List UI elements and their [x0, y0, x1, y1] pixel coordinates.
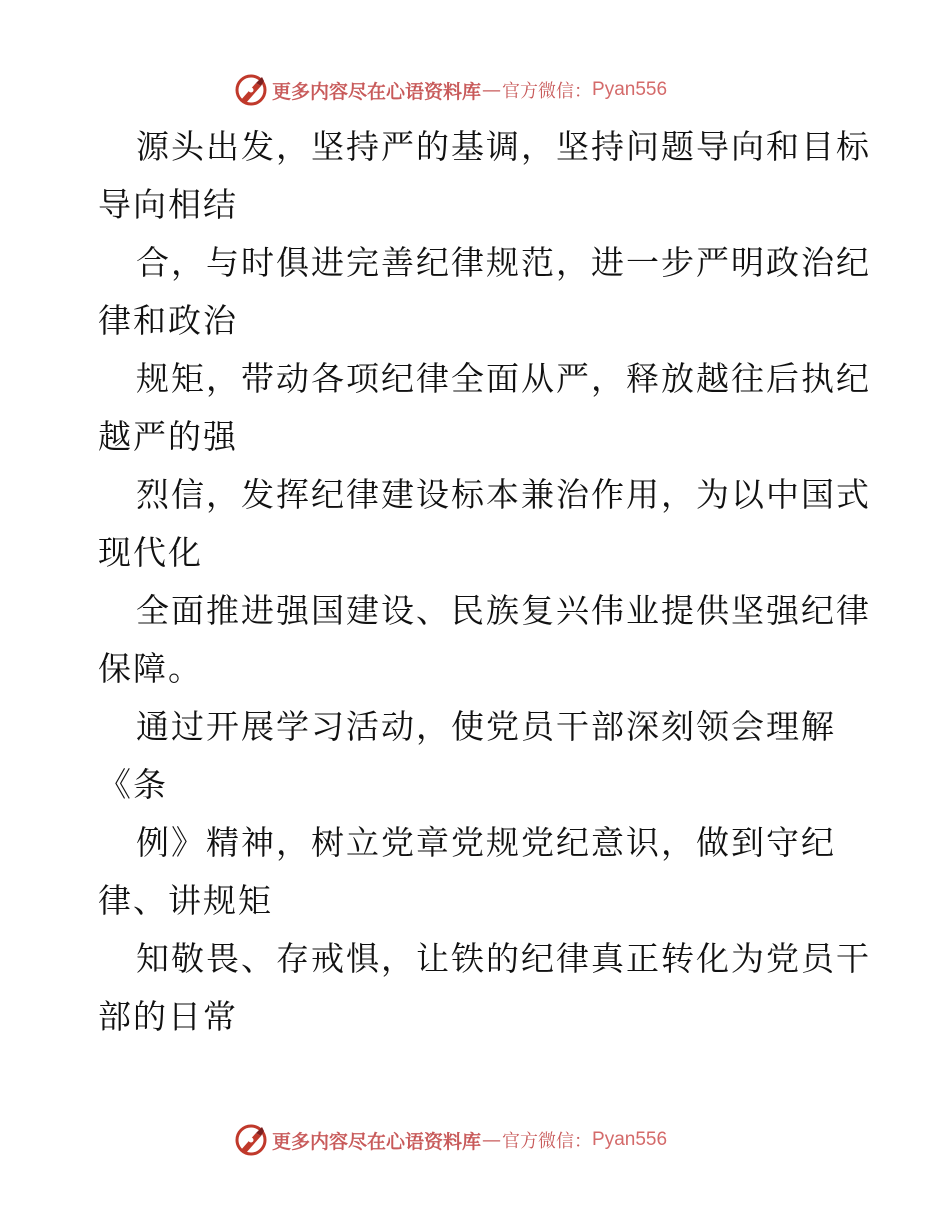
body-line: 越严的强 [98, 417, 238, 456]
body-line: 律、讲规矩 [98, 881, 273, 920]
footer-separator: — [482, 1129, 502, 1151]
header-separator: — [482, 79, 502, 101]
footer-banner [234, 1122, 714, 1158]
header-brand: 更多内容尽在心语资料库 [272, 80, 482, 103]
body-line: 合，与时俱进完善纪律规范，进一步严明政治纪 [136, 243, 871, 282]
body-line: 全面推进强国建设、民族复兴伟业提供坚强纪律 [136, 591, 871, 630]
body-line: 知敬畏、存戒惧，让铁的纪律真正转化为党员干 [136, 939, 871, 978]
body-line: 通过开展学习活动，使党员干部深刻领会理解 [136, 707, 836, 746]
pen-logo-icon [234, 73, 268, 107]
body-line: 部的日常 [98, 997, 238, 1036]
footer-wechat-id: Pyan556 [592, 1129, 668, 1150]
body-line: 规矩，带动各项纪律全面从严，释放越往后执纪 [136, 359, 871, 398]
body-line: 保障。 [98, 649, 203, 688]
body-line: 烈信，发挥纪律建设标本兼治作用，为以中国式 [136, 475, 871, 514]
header-banner [234, 72, 714, 108]
body-line: 源头出发，坚持严的基调，坚持问题导向和目标 [136, 127, 871, 166]
body-line: 现代化 [98, 533, 203, 572]
body-line: 律和政治 [98, 301, 238, 340]
footer-wechat-label: 官方微信： [502, 1131, 593, 1152]
document-body [98, 118, 871, 1046]
body-line: 导向相结 [98, 185, 238, 224]
header-wechat-id: Pyan556 [592, 79, 668, 100]
footer-brand: 更多内容尽在心语资料库 [272, 1130, 482, 1153]
header-wechat-label: 官方微信： [502, 81, 593, 102]
body-line: 例》精神，树立党章党规党纪意识，做到守纪 [136, 823, 836, 862]
pen-logo-icon [234, 1123, 268, 1157]
body-line: 《条 [98, 765, 168, 804]
